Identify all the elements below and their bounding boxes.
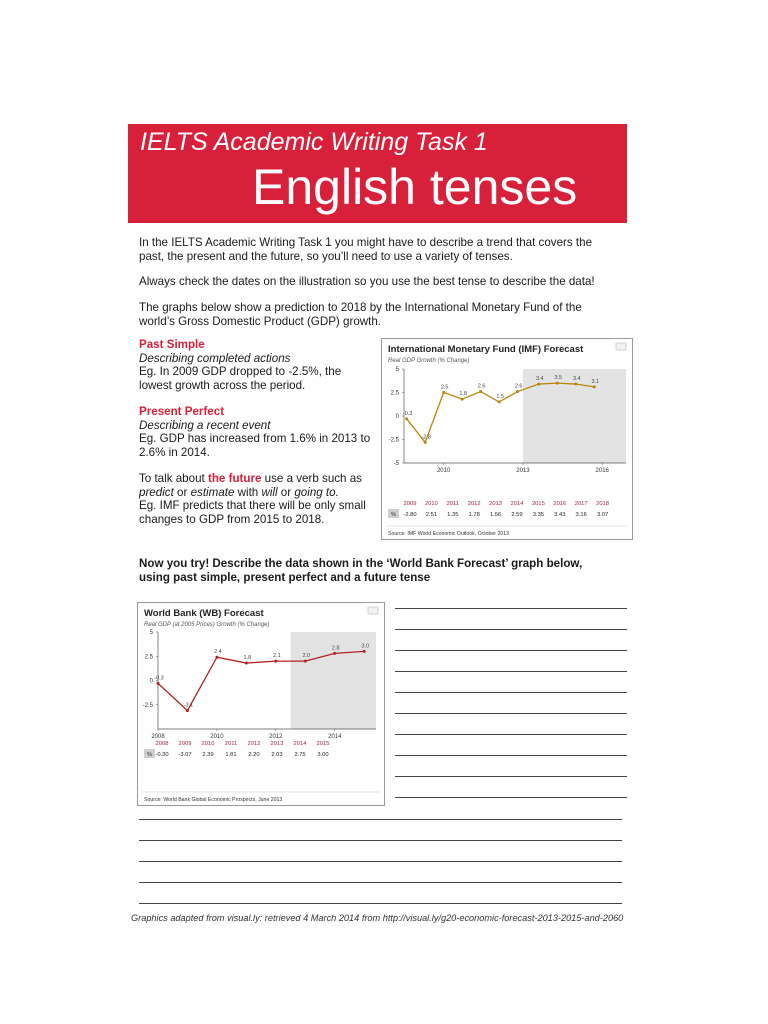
past-simple-heading: Past Simple (139, 338, 205, 351)
data-label: -0.3 (402, 410, 413, 417)
table-year: 2010 (201, 741, 215, 747)
chart-source: Source: IMF World Economic Outlook, October 2013 (388, 531, 509, 537)
x-tick-label: 2012 (269, 734, 283, 740)
table-value: -3.07 (178, 752, 192, 758)
writing-line (395, 671, 627, 672)
table-year: 2017 (574, 501, 588, 507)
data-label: 3.1 (591, 378, 600, 385)
future-block (139, 472, 377, 526)
present-perfect-block (139, 405, 377, 459)
data-point (516, 390, 519, 393)
table-year: 2011 (224, 741, 238, 747)
writing-line (395, 713, 627, 714)
chart-source: Source: World Bank Global Economic Prospects, June 2013 (144, 797, 283, 803)
chart-title: World Bank (WB) Forecast (144, 608, 264, 619)
data-point (442, 391, 445, 394)
data-point (405, 417, 408, 420)
title-banner (128, 124, 627, 223)
data-label: 2.6 (514, 383, 523, 390)
banner-subtitle: IELTS Academic Writing Task 1 (140, 128, 488, 156)
table-value: 1.81 (225, 752, 237, 758)
writing-line (395, 797, 627, 798)
y-tick-label: 0 (395, 414, 399, 420)
source-credit: Graphics adapted from visual.ly: retrieved 4 March 2014 from http://visual.ly/g20-economic-forecast-2013-2015-and-2060 (131, 913, 624, 923)
y-tick-label: 5 (395, 367, 399, 373)
data-point (537, 383, 540, 386)
chart-menu-icon (616, 343, 626, 350)
writing-line (395, 650, 627, 651)
data-label: 3.4 (572, 376, 581, 383)
present-perfect-desc: Describing a recent event (139, 418, 271, 432)
past-simple-block (139, 338, 377, 392)
table-value: 3.07 (596, 512, 609, 518)
data-point (304, 660, 307, 663)
past-simple-example: Eg. In 2009 GDP dropped to -2.5%, the lowest growth across the period. (139, 365, 342, 392)
future-text: or (173, 485, 191, 499)
data-point (157, 682, 160, 685)
data-label: 2.1 (273, 653, 281, 660)
data-label: 2.6 (477, 383, 486, 390)
y-tick-label: -2.5 (388, 437, 399, 444)
table-value: 2.03 (271, 752, 283, 758)
future-going-to: going to. (294, 485, 339, 499)
writing-line (395, 629, 627, 630)
chart-subtitle: Real GDP (at 2005 Prices) Growth (% Change) (144, 622, 270, 628)
y-tick-label: 2.5 (390, 390, 399, 397)
data-point (245, 662, 248, 665)
table-year: 2013 (270, 741, 284, 747)
imf-chart-svg (382, 339, 632, 539)
table-value: 2.39 (202, 752, 214, 758)
table-year: 2015 (531, 501, 545, 507)
table-year: 2018 (596, 501, 610, 507)
data-point (593, 385, 596, 388)
future-text: with (234, 485, 262, 499)
x-tick-label: 2013 (516, 468, 530, 474)
data-label: 1.8 (243, 655, 252, 662)
x-tick-label: 2008 (151, 734, 165, 740)
chart-title: International Monetary Fund (IMF) Forecast (388, 344, 584, 355)
writing-line (395, 692, 627, 693)
table-value: 2.20 (248, 752, 260, 758)
table-value: 3.43 (554, 512, 566, 518)
table-year: 2014 (293, 741, 307, 747)
data-label: -0.3 (154, 675, 164, 682)
table-year: 2009 (403, 501, 417, 507)
table-year: 2011 (446, 501, 460, 507)
table-year: 2014 (510, 501, 524, 507)
future-verb-predict: predict (139, 485, 174, 499)
writing-line (395, 776, 627, 777)
data-point (186, 709, 189, 712)
y-tick-label: 2.5 (144, 654, 153, 661)
table-unit: % (146, 752, 153, 758)
wb-chart-svg (138, 603, 384, 805)
table-value: 1.78 (468, 512, 480, 518)
writing-line (139, 819, 622, 820)
table-year: 2012 (247, 741, 261, 747)
writing-line (395, 734, 627, 735)
table-year: 2010 (424, 501, 438, 507)
table-value: 2.75 (294, 752, 306, 758)
data-point (363, 650, 366, 653)
data-label: 1.8 (459, 391, 467, 398)
future-text: or (277, 485, 295, 499)
data-point (498, 400, 501, 403)
writing-line (139, 882, 622, 883)
table-value: 3.00 (317, 752, 329, 758)
y-tick-label: 5 (149, 630, 153, 636)
table-value: 2.59 (511, 512, 523, 518)
y-tick-label: -2.5 (142, 702, 153, 709)
writing-line (139, 861, 622, 862)
tense-explanations (139, 338, 377, 539)
data-label: 3.5 (554, 375, 563, 382)
data-point (215, 656, 218, 659)
table-year: 2015 (316, 741, 330, 747)
table-value: 3.16 (575, 512, 587, 518)
table-year: 2013 (489, 501, 503, 507)
data-point (461, 398, 464, 401)
table-value: 2.51 (425, 512, 438, 518)
future-verb-estimate: estimate (190, 485, 235, 499)
exercise-instructions: Now you try! Describe the data shown in the ‘World Bank Forecast’ graph below, using past simple, present perfect and a future tense (139, 557, 583, 584)
y-tick-label: 0 (149, 678, 153, 685)
chart-menu-icon (368, 607, 378, 614)
table-value: 1.56 (489, 512, 502, 518)
x-tick-label: 2010 (436, 468, 451, 474)
imf-forecast-chart (381, 338, 633, 540)
future-text: To talk about (139, 472, 208, 485)
data-point (574, 383, 577, 386)
table-year: 2012 (467, 501, 481, 507)
data-label: -3.1 (183, 702, 194, 709)
future-will: will (261, 485, 278, 499)
wb-forecast-chart (137, 602, 385, 806)
table-year: 2016 (553, 501, 567, 507)
table-value: 1.35 (447, 512, 459, 518)
table-value: 3.35 (532, 512, 545, 518)
data-point (479, 390, 482, 393)
data-label: 3.0 (361, 643, 370, 650)
writing-line (139, 903, 622, 904)
writing-line (139, 840, 622, 841)
data-point (424, 441, 427, 444)
x-tick-label: 2014 (328, 734, 342, 740)
intro-paragraph-1: In the IELTS Academic Writing Task 1 you might have to describe a trend that covers the past, the present and the future, so you’ll need to use a variety of tenses. (139, 236, 593, 263)
table-value: -0.30 (155, 752, 169, 758)
past-simple-desc: Describing completed actions (139, 351, 291, 365)
data-point (556, 382, 559, 385)
data-label: 1.5 (496, 393, 504, 400)
data-label: 2.5 (440, 384, 449, 391)
present-perfect-example: Eg. GDP has increased from 1.6% in 2013 to 2.6% in 2014. (139, 432, 371, 459)
intro-paragraph-3: The graphs below show a prediction to 2018 by the International Monetary Fund of the world’s Gross Domestic Product (GDP) growth. (139, 301, 582, 328)
present-perfect-heading: Present Perfect (139, 405, 225, 418)
future-highlight: the future (207, 472, 262, 485)
table-year: 2008 (155, 741, 169, 747)
y-tick-label: -5 (393, 461, 399, 467)
table-unit: % (390, 512, 397, 518)
writing-line (395, 608, 627, 609)
intro-paragraph-2: Always check the dates on the illustration so you use the best tense to describe the data! (139, 275, 595, 288)
data-point (274, 660, 277, 663)
table-value: -2.80 (403, 512, 417, 518)
page-title: English tenses (252, 159, 578, 215)
data-label: 2.4 (214, 649, 222, 656)
x-tick-label: 2016 (595, 468, 609, 474)
table-year: 2009 (178, 741, 192, 747)
data-label: 2.8 (331, 645, 340, 652)
future-example: Eg. IMF predicts that there will be only small changes to GDP from 2015 to 2018. (139, 499, 366, 526)
future-text: use a verb such as (261, 472, 362, 485)
data-label: 3.4 (535, 376, 544, 383)
data-label: -2.8 (421, 434, 431, 441)
writing-line (395, 755, 627, 756)
data-point (333, 652, 336, 655)
x-tick-label: 2010 (210, 734, 224, 740)
data-label: 2.0 (302, 653, 311, 660)
chart-subtitle: Real GDP Growth (% Change) (388, 358, 470, 364)
